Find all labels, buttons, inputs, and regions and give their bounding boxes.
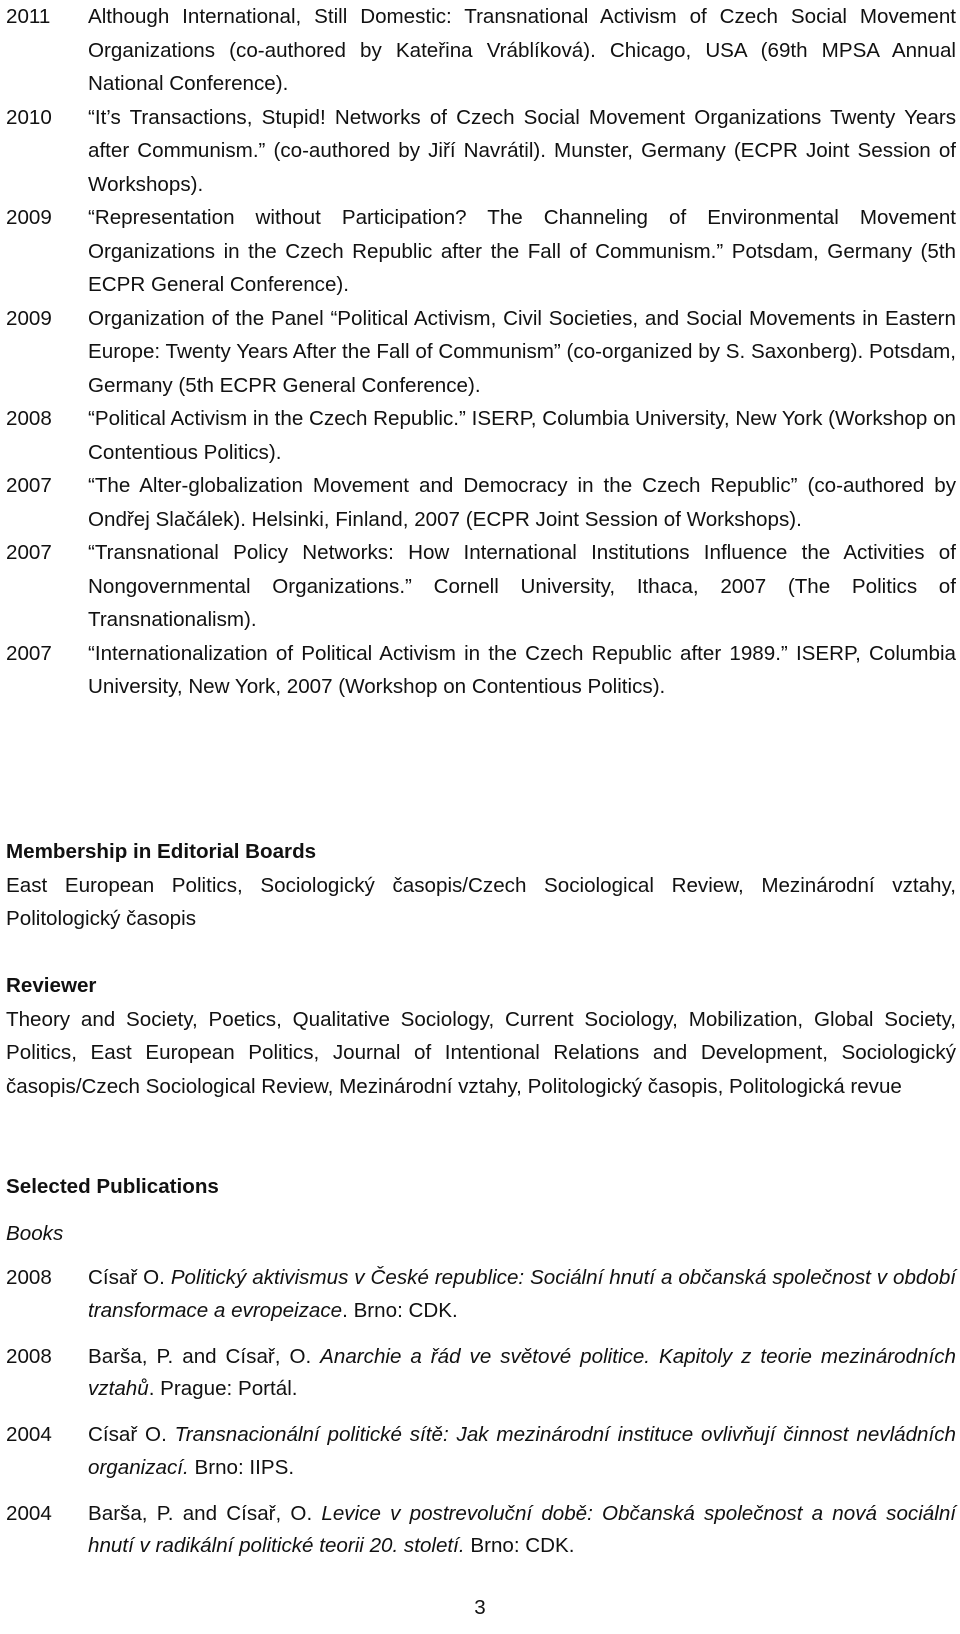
presentation-entry [6, 469, 956, 536]
book-title: Levice v postrevoluční době: Občanská společnost a nová sociální hnutí v radikální politické teorii 20. století. [88, 1501, 956, 1557]
book-citation [88, 1262, 956, 1327]
entry-year: 2010 [6, 105, 52, 129]
entry-year: 2007 [6, 641, 52, 665]
presentation-entry [6, 101, 956, 202]
book-title: Transnacionální politické sítě: Jak mezinárodní instituce ovlivňují činnost nevládních organizací. [88, 1423, 956, 1479]
entry-year: 2007 [6, 474, 52, 497]
reviewer-heading: Reviewer [6, 974, 97, 997]
page-number: 3 [474, 1596, 486, 1619]
book-publisher: Brno: CDK. [470, 1534, 575, 1557]
book-publisher: Brno: IIPS. [194, 1455, 295, 1479]
editorial-boards-section [6, 835, 956, 936]
book-citation [88, 1419, 956, 1484]
entry-text: Although International, Still Domestic: Transnational Activism of Czech Social Movement Organizations (co-authored by Kateřina Vráblíková). Chicago, USA (69th MPSA Annual National Conference). [88, 5, 956, 95]
book-citation [88, 1498, 956, 1563]
book-entry [6, 1341, 956, 1406]
book-authors: Císař O. [88, 1266, 165, 1289]
book-citation [88, 1341, 956, 1406]
book-publisher: . Prague: Portál. [148, 1377, 298, 1400]
entry-text: “Transnational Policy Networks: How International Institutions Influence the Activities of Nongovernmental Organizations.” Cornell University, Ithaca, 2007 (The Politics of Transnationalism). [88, 541, 956, 631]
books-label: Books [6, 1221, 64, 1245]
entry-text: “Internationalization of Political Activism in the Czech Republic after 1989.” ISERP, Columbia University, New York, 2007 (Workshop on Contentious Politics). [88, 641, 956, 698]
presentation-entry [6, 402, 956, 469]
publications-heading: Selected Publications [6, 1175, 219, 1198]
presentation-entry [6, 201, 956, 302]
reviewer-section [6, 969, 956, 1103]
entry-text: “Political Activism in the Czech Republic.” ISERP, Columbia University, New York (Workshop on Contentious Politics). [88, 407, 956, 464]
book-title: Politický aktivismus v České republice: Sociální hnutí a občanská společnost v období transformace a evropeizace [88, 1266, 956, 1322]
book-publisher: . Brno: CDK. [342, 1298, 458, 1322]
book-title: Anarchie a řád ve světové politice. Kapitoly z teorie mezinárodních vztahů [88, 1344, 956, 1400]
entry-year: 2011 [6, 5, 51, 28]
presentation-entry [6, 0, 956, 101]
book-year: 2004 [6, 1501, 52, 1525]
presentation-entry [6, 637, 956, 704]
entry-text: “The Alter-globalization Movement and Democracy in the Czech Republic” (co-authored by Ondřej Slačálek). Helsinki, Finland, 2007 (ECPR Joint Session of Workshops). [88, 474, 956, 531]
entry-year: 2009 [6, 306, 52, 330]
book-entry [6, 1419, 956, 1484]
editorial-boards-heading: Membership in Editorial Boards [6, 840, 317, 863]
presentation-entry [6, 536, 956, 637]
entry-text: “Representation without Participation? The Channeling of Environmental Movement Organizations in the Czech Republic after the Fall of Communism.” Potsdam, Germany (5th ECPR General Conference). [88, 206, 956, 296]
book-authors: Císař O. [88, 1423, 167, 1446]
book-year: 2008 [6, 1344, 52, 1368]
entry-year: 2008 [6, 407, 52, 430]
publications-section [6, 1170, 956, 1576]
entry-year: 2009 [6, 206, 52, 229]
reviewer-text: Theory and Society, Poetics, Qualitative Sociology, Current Sociology, Mobilization, Global Society, Politics, East European Politics, Journal of Intentional Relations and Development, Sociologický časopis/Czech Sociological Review, Mezinárodní vztahy, Politologický časopis, Politologická revue [6, 1007, 956, 1098]
entry-text: Organization of the Panel “Political Activism, Civil Societies, and Social Movements in Eastern Europe: Twenty Years After the Fall of Communism” (co-organized by S. Saxonberg). Potsdam, Germany (5th ECPR General Conference). [88, 306, 956, 397]
book-year: 2008 [6, 1266, 52, 1289]
entry-text: “It’s Transactions, Stupid! Networks of Czech Social Movement Organizations Twenty Years after Communism.” (co-authored by Jiří Navrátil). Munster, Germany (ECPR Joint Session of Workshops). [88, 105, 956, 196]
presentations-list [6, 0, 956, 704]
entry-year: 2007 [6, 541, 52, 564]
book-entry [6, 1498, 956, 1563]
book-year: 2004 [6, 1423, 52, 1446]
book-authors: Barša, P. and Císař, O. [88, 1501, 313, 1525]
book-authors: Barša, P. and Císař, O. [88, 1344, 312, 1368]
presentation-entry [6, 302, 956, 403]
book-entry [6, 1262, 956, 1327]
editorial-boards-text: East European Politics, Sociologický časopis/Czech Sociological Review, Mezinárodní vztahy, Politologický časopis [6, 873, 956, 930]
